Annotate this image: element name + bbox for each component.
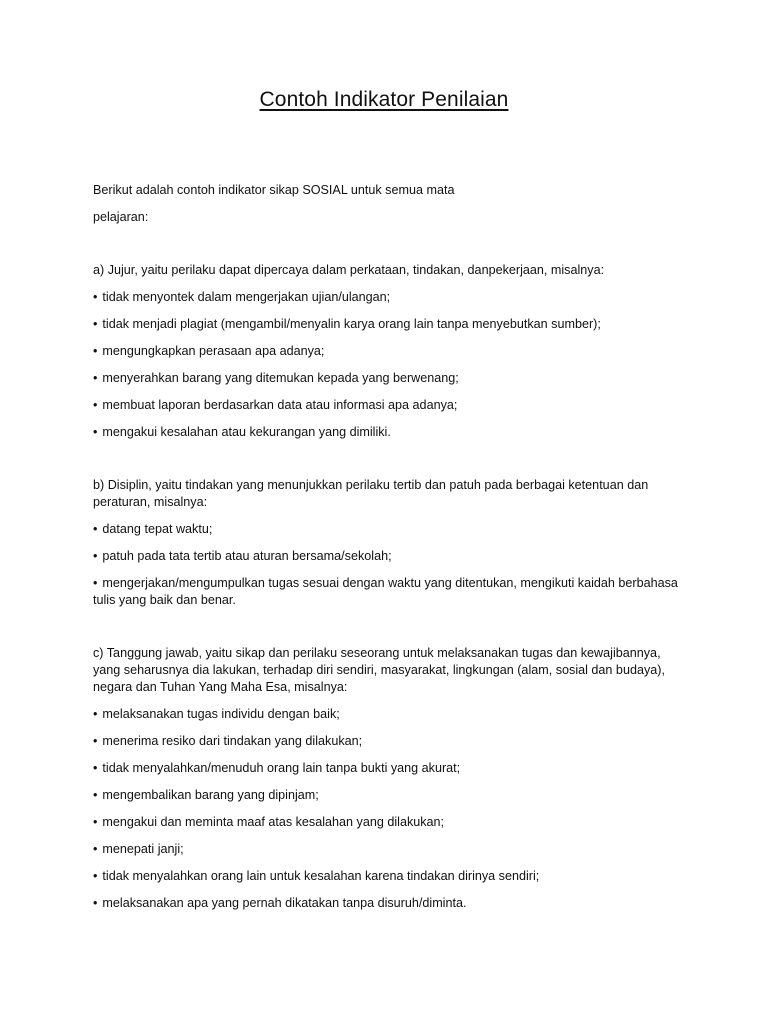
list-item: • tidak menyontek dalam mengerjakan ujian/ulangan; <box>93 289 683 306</box>
intro-line-1: Berikut adalah contoh indikator sikap SOSIAL untuk semua mata <box>93 183 455 197</box>
list-item: • menerima resiko dari tindakan yang dilakukan; <box>93 733 683 750</box>
document-body <box>93 182 683 922</box>
list-item: • melaksanakan tugas individu dengan baik; <box>93 706 683 723</box>
section-term: Jujur <box>107 263 135 277</box>
list-item: • patuh pada tata tertib atau aturan bersama/sekolah; <box>93 548 683 565</box>
indicator-list <box>93 706 683 912</box>
indicator-list <box>93 289 683 441</box>
list-item: • menyerahkan barang yang ditemukan kepada yang berwenang; <box>93 370 683 387</box>
section-jujur <box>93 262 683 441</box>
section-prefix: b) <box>93 478 108 492</box>
list-item: • melaksanakan apa yang pernah dikatakan tanpa disuruh/diminta. <box>93 895 683 912</box>
list-item: • mengungkapkan perasaan apa adanya; <box>93 343 683 360</box>
list-item: • tidak menyalahkan orang lain untuk kesalahan karena tindakan dirinya sendiri; <box>93 868 683 885</box>
section-disiplin <box>93 477 683 609</box>
section-heading <box>93 262 683 279</box>
section-term: Tanggung jawab <box>106 646 199 660</box>
section-tanggung-jawab <box>93 645 683 912</box>
section-description: , yaitu tindakan yang menunjukkan perilaku tertib dan patuh pada berbagai ketentuan dan peraturan, misalnya: <box>93 478 649 509</box>
section-heading <box>93 645 683 696</box>
list-item: • mengakui dan meminta maaf atas kesalahan yang dilakukan; <box>93 814 683 831</box>
list-item: • tidak menjadi plagiat (mengambil/menyalin karya orang lain tanpa menyebutkan sumber); <box>93 316 683 333</box>
list-item: • membuat laporan berdasarkan data atau informasi apa adanya; <box>93 397 683 414</box>
section-heading <box>93 477 683 511</box>
intro-line-2: pelajaran: <box>93 210 149 224</box>
section-prefix: c) <box>93 646 107 660</box>
document-title: Contoh Indikator Penilaian <box>259 88 509 111</box>
list-item: • mengembalikan barang yang dipinjam; <box>93 787 683 804</box>
section-prefix: a) <box>93 263 108 277</box>
list-item: • tidak menyalahkan/menuduh orang lain tanpa bukti yang akurat; <box>93 760 683 777</box>
section-description: , yaitu sikap dan perilaku seseorang untuk melaksanakan tugas dan kewajibannya, yang seharusnya dia lakukan, terhadap diri sendiri, masyarakat, lingkungan (alam, sosial dan budaya), negara dan Tuhan Yang Maha Esa, misalnya: <box>93 646 665 694</box>
section-description: , yaitu perilaku dapat dipercaya dalam perkataan, tindakan, danpekerjaan, misalnya: <box>134 263 605 277</box>
list-item: • datang tepat waktu; <box>93 521 683 538</box>
list-item: • mengakui kesalahan atau kekurangan yang dimiliki. <box>93 424 683 441</box>
indicator-list <box>93 521 683 609</box>
list-item: • menepati janji; <box>93 841 683 858</box>
section-term: Disiplin <box>107 478 149 492</box>
list-item: • mengerjakan/mengumpulkan tugas sesuai dengan waktu yang ditentukan, mengikuti kaidah berbahasa tulis yang baik dan benar. <box>93 575 683 609</box>
